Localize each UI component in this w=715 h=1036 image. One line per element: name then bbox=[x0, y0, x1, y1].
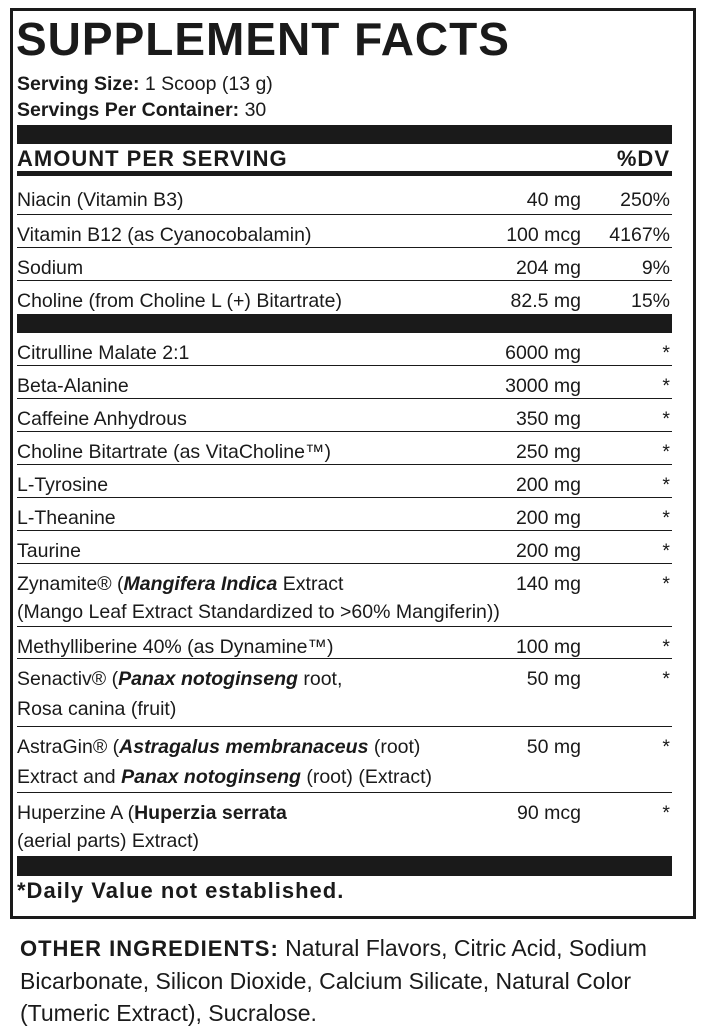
ingredient-dv: * bbox=[662, 375, 670, 397]
ingredient-name: Beta-Alanine bbox=[17, 375, 129, 397]
ingredient-detail: (Mango Leaf Extract Standardized to >60% Mangiferin)) bbox=[17, 601, 500, 623]
ingredient-name: Taurine bbox=[17, 540, 81, 562]
amount-per-serving-header bbox=[17, 144, 672, 176]
page-title: SUPPLEMENT FACTS bbox=[16, 13, 510, 65]
ingredient-dv: * bbox=[662, 668, 670, 690]
table-row bbox=[17, 281, 672, 314]
table-row bbox=[17, 727, 672, 793]
ingredient-detail: Rosa canina (fruit) bbox=[17, 698, 177, 720]
table-row bbox=[17, 793, 672, 856]
table-row bbox=[17, 465, 672, 498]
ingredient-amount: 90 mcg bbox=[517, 802, 581, 824]
ingredient-name: Caffeine Anhydrous bbox=[17, 408, 187, 430]
ingredient-dv: * bbox=[662, 441, 670, 463]
ingredient-dv: 4167% bbox=[609, 224, 670, 246]
ingredient-amount: 40 mg bbox=[526, 189, 581, 211]
ingredient-amount: 250 mg bbox=[515, 441, 581, 463]
ingredient-amount: 82.5 mg bbox=[510, 290, 581, 312]
ingredient-amount: 100 mg bbox=[515, 636, 581, 658]
ingredient-name: Choline Bitartrate (as VitaCholine™) bbox=[17, 441, 331, 463]
table-row bbox=[17, 659, 672, 727]
ingredient-name: Citrulline Malate 2:1 bbox=[17, 342, 190, 364]
ingredient-amount: 204 mg bbox=[515, 257, 581, 279]
ingredient-name: L-Theanine bbox=[17, 507, 116, 529]
table-row bbox=[17, 215, 672, 248]
serving-size-label: Serving Size: bbox=[17, 73, 140, 95]
ingredient-name: Huperzine A (Huperzia serrata bbox=[17, 802, 287, 824]
ingredient-amount: 100 mcg bbox=[506, 224, 581, 246]
ingredient-amount: 6000 mg bbox=[505, 342, 581, 364]
ingredient-dv: 9% bbox=[641, 257, 670, 279]
ingredient-amount: 200 mg bbox=[515, 540, 581, 562]
ingredient-name: Methylliberine 40% (as Dynamine™) bbox=[17, 636, 334, 658]
ingredient-amount: 50 mg bbox=[526, 668, 581, 690]
table-row bbox=[17, 531, 672, 564]
ingredient-name: AstraGin® (Astragalus membranaceus (root) bbox=[17, 736, 421, 758]
ingredient-name: Niacin (Vitamin B3) bbox=[17, 189, 184, 211]
table-row bbox=[17, 366, 672, 399]
serving-size-value: 1 Scoop (13 g) bbox=[144, 73, 273, 95]
ingredient-amount: 200 mg bbox=[515, 474, 581, 496]
ingredient-dv: * bbox=[662, 540, 670, 562]
ingredient-dv: * bbox=[662, 474, 670, 496]
ingredient-name: L-Tyrosine bbox=[17, 474, 109, 496]
ingredient-detail: Extract and Panax notoginseng (root) (Extract) bbox=[17, 766, 433, 788]
ingredient-dv: * bbox=[662, 408, 670, 430]
table-row bbox=[17, 248, 672, 281]
serving-size bbox=[17, 72, 273, 96]
ingredient-amount: 350 mg bbox=[515, 408, 581, 430]
ingredient-name: Senactiv® (Panax notoginseng root, bbox=[17, 668, 343, 690]
other-ingredients-label: OTHER INGREDIENTS: bbox=[20, 936, 279, 961]
thick-divider bbox=[17, 314, 672, 333]
dv-label: %DV bbox=[616, 146, 670, 171]
ingredient-dv: 250% bbox=[620, 189, 670, 211]
other-ingredients bbox=[20, 932, 700, 1029]
ingredient-amount: 200 mg bbox=[515, 507, 581, 529]
table-row bbox=[17, 181, 672, 215]
other-ingredients-text: Natural Flavors, Citric Acid, Sodium Bicarbonate, Silicon Dioxide, Calcium Silicate, Natural Color (Tumeric Extract), Sucralose. bbox=[20, 935, 647, 1026]
table-row bbox=[17, 564, 672, 627]
table-row bbox=[17, 627, 672, 659]
ingredient-amount: 3000 mg bbox=[505, 375, 581, 397]
ingredient-amount: 140 mg bbox=[515, 573, 581, 595]
ingredient-amount: 50 mg bbox=[526, 736, 581, 758]
ingredient-dv: * bbox=[662, 507, 670, 529]
amount-per-serving-label: AMOUNT PER SERVING bbox=[17, 146, 288, 171]
table-row bbox=[17, 498, 672, 531]
table-row bbox=[17, 432, 672, 465]
thick-divider bbox=[17, 125, 672, 144]
ingredient-name: Sodium bbox=[17, 257, 84, 279]
ingredient-dv: * bbox=[662, 573, 670, 595]
daily-value-footnote: *Daily Value not established. bbox=[17, 878, 345, 903]
ingredient-dv: * bbox=[662, 802, 670, 824]
ingredient-dv: * bbox=[662, 736, 670, 758]
ingredient-dv: * bbox=[662, 342, 670, 364]
ingredient-dv: * bbox=[662, 636, 670, 658]
servings-per-container-value: 30 bbox=[244, 99, 267, 121]
servings-per-container-label: Servings Per Container: bbox=[17, 99, 240, 121]
ingredient-name: Zynamite® (Mangifera Indica Extract bbox=[17, 573, 344, 595]
table-row bbox=[17, 333, 672, 366]
ingredient-detail: (aerial parts) Extract) bbox=[17, 830, 200, 852]
table-row bbox=[17, 399, 672, 432]
thick-divider bbox=[17, 856, 672, 876]
ingredient-dv: 15% bbox=[630, 290, 670, 312]
servings-per-container bbox=[17, 98, 266, 122]
ingredient-name: Choline (from Choline L (+) Bitartrate) bbox=[17, 290, 342, 312]
ingredient-name: Vitamin B12 (as Cyanocobalamin) bbox=[17, 224, 312, 246]
